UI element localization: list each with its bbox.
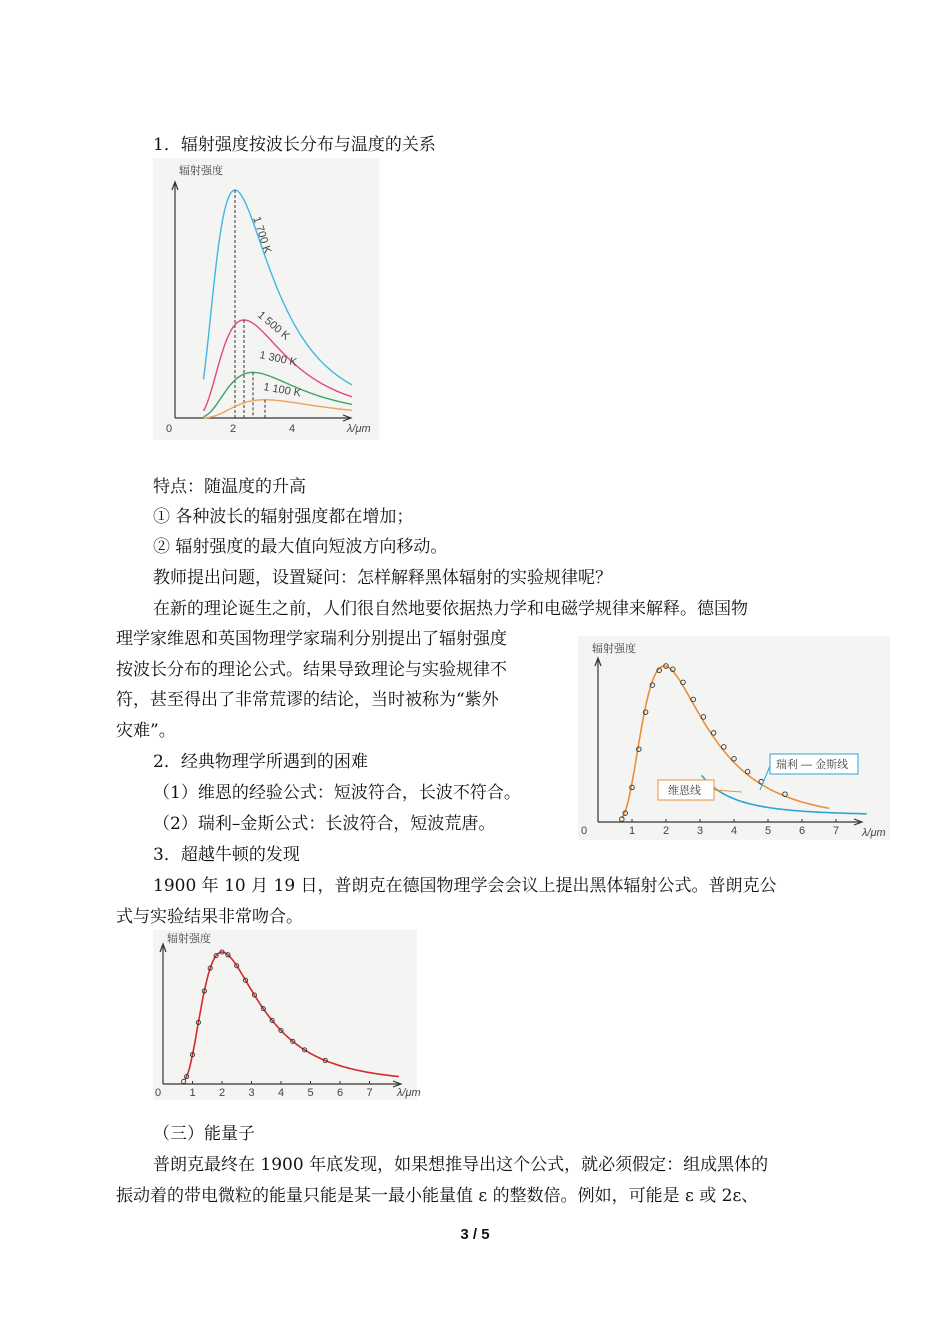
x-axis (598, 819, 862, 825)
energy-quantum-heading: （三）能量子 (153, 1124, 255, 1144)
curve-1-100-k (204, 400, 353, 418)
curve-label-1-300-k: 1 300 K (258, 349, 298, 369)
figure-temperature-curves (153, 158, 379, 440)
origin-label: 0 (166, 423, 173, 435)
data-point-15 (732, 756, 737, 761)
x-tick-4: 4 (278, 1087, 285, 1099)
y-axis-label: 辐射强度 (167, 933, 211, 945)
teacher-question: 教师提出问题，设置疑问：怎样解释黑体辐射的实验规律呢？ (153, 568, 612, 588)
curve-rayleigh-jeans (702, 775, 867, 813)
difficulty-item-1: （1）维恩的经验公式：短波符合，长波不符合。 (153, 783, 521, 803)
feature-item-1: ① 各种波长的辐射强度都在增加； (153, 507, 414, 527)
data-point-16 (745, 769, 750, 774)
origin-label: 0 (581, 825, 588, 837)
x-tick-1: 1 (189, 1087, 196, 1099)
x-axis-label: λ/μm (862, 827, 886, 839)
y-axis-label: 辐射强度 (592, 643, 636, 655)
x-tick-2: 2 (219, 1087, 226, 1099)
energy-para-line-2: 振动着的带电微粒的能量只能是某一最小能量值 ε 的整数倍。例如，可能是 ε 或 2ε、 (116, 1186, 759, 1206)
theory-para-line-5: 灾难”。 (116, 721, 176, 741)
data-point-1 (182, 1079, 186, 1083)
wien-label: 维恩线 (668, 785, 701, 797)
curve-label-1-500-k: 1 500 K (255, 309, 292, 343)
curve-label-1-700-k: 1 700 K (250, 215, 274, 255)
theory-para-line-3: 按波长分布的理论公式。结果导致理论与实验规律不 (116, 660, 507, 680)
feature-item-2: ② 辐射强度的最大值向短波方向移动。 (153, 537, 448, 557)
x-axis (175, 415, 351, 421)
rayleigh-jeans-label: 瑞利 — 金斯线 (776, 759, 849, 771)
x-tick-4: 4 (731, 825, 738, 837)
curve-planck (185, 952, 399, 1080)
x-axis-label: λ/μm (347, 423, 371, 435)
y-axis-label: 辐射强度 (179, 165, 223, 177)
figure-planck (153, 930, 421, 1100)
theory-para-line-1: 在新的理论诞生之前，人们很自然地要依据热力学和电磁学规律来解释。德国物 (153, 599, 748, 619)
section1-heading: 1．辐射强度按波长分布与温度的关系 (153, 135, 436, 155)
x-tick-7: 7 (366, 1087, 373, 1099)
x-tick-3: 3 (248, 1087, 255, 1099)
y-axis (160, 944, 166, 1084)
x-tick-6: 6 (799, 825, 806, 837)
difficulty-item-2: （2）瑞利–金斯公式：长波符合，短波荒唐。 (153, 814, 496, 834)
origin-label: 0 (155, 1087, 162, 1099)
wien-rayleigh-chart (578, 636, 890, 840)
x-tick-3: 3 (697, 825, 704, 837)
x-tick-5: 5 (307, 1087, 314, 1099)
feature-title: 特点：随温度的升高 (153, 477, 306, 497)
theory-para-line-4: 符，甚至得出了非常荒谬的结论，当时被称为“紫外 (116, 690, 499, 710)
planck-chart (153, 930, 421, 1100)
x-tick-5: 5 (765, 825, 772, 837)
temperature-chart (153, 158, 379, 440)
x-axis-label: λ/μm (397, 1087, 421, 1099)
x-tick-2: 2 (230, 423, 237, 435)
y-axis (172, 182, 178, 418)
x-tick-1: 1 (629, 825, 636, 837)
x-tick-7: 7 (833, 825, 840, 837)
x-tick-2: 2 (663, 825, 670, 837)
theory-para-line-2: 理学家维恩和英国物理学家瑞利分别提出了辐射强度 (116, 629, 507, 649)
figure-wien-rayleigh (578, 636, 890, 840)
planck-para-line-1: 1900 年 10 月 19 日，普朗克在德国物理学会会议上提出黑体辐射公式。普朗克公 (153, 876, 777, 896)
energy-para-line-1: 普朗克最终在 1900 年底发现，如果想推导出这个公式，就必须假定：组成黑体的 (153, 1155, 769, 1175)
data-point-12 (701, 715, 706, 720)
x-tick-4: 4 (289, 423, 296, 435)
planck-para-line-2: 式与实验结果非常吻合。 (116, 907, 303, 927)
x-tick-6: 6 (337, 1087, 344, 1099)
section2-heading: 2．经典物理学所遇到的困难 (153, 752, 368, 772)
page-number: 3 / 5 (460, 1226, 490, 1243)
data-point-13 (711, 731, 716, 736)
section3-heading: 3．超越牛顿的发现 (153, 845, 300, 865)
y-axis (595, 658, 601, 822)
data-point-14 (722, 745, 727, 750)
curve-label-1-100-k: 1 100 K (262, 381, 302, 400)
